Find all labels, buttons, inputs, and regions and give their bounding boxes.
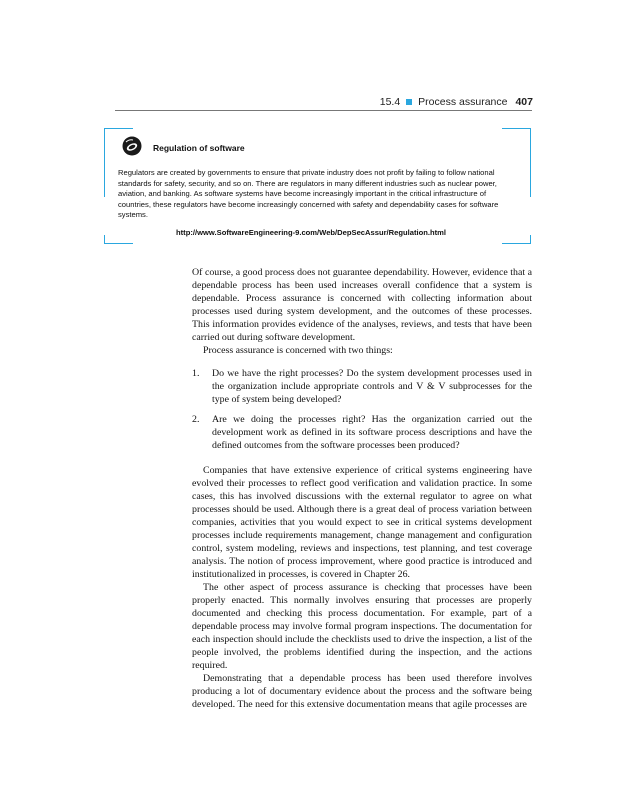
list-text: Do we have the right processes? Do the system development processes used in the organization include appropriate controls and V & V subprocesses for the type of system being developed? — [212, 368, 532, 405]
sidebar-box — [104, 128, 531, 244]
sidebar-body: Regulators are created by governments to ensure that private industry does not profit by failing to follow national standards for safety, security, and so on. There are regulators in many different industries such as nuclear power, aviation, and banking. As software systems have become increasingly important in the critical infrastructure of countries, these regulators have become increasingly concerned with safety and dependability cases for software systems. — [118, 168, 499, 220]
box-corner-bottom-left — [104, 235, 133, 244]
list-text: Are we doing the processes right? Has the organization carried out the development work as defined in its software process descriptions and have the defined outcomes from the software processes been produced? — [212, 414, 532, 451]
paragraph: Process assurance is concerned with two things: — [203, 345, 393, 356]
section-number: 15.4 — [379, 96, 401, 108]
paragraph: Demonstrating that a dependable process has been used therefore involves producing a lot of documentary evidence about the process and the software being developed. The need for this extensive documentation means that agile processes are — [192, 673, 532, 710]
list-number: 2. — [192, 414, 200, 425]
square-bullet-icon — [406, 99, 412, 105]
running-head — [0, 96, 533, 108]
list-item — [192, 367, 532, 406]
paragraph: The other aspect of process assurance is checking that processes have been properly enacted. This normally involves ensuring that processes are properly documented and checking this process documentation. For example, part of a dependable process may involve formal program inspections. The documentation for each inspection should include the checklists used to drive the inspection, a list of the people involved, the problems identified during the inspection, and the actions required. — [192, 582, 532, 671]
numbered-list — [192, 367, 532, 452]
list-item — [192, 413, 532, 452]
paragraph: Companies that have extensive experience of critical systems engineering have evolved their processes to reflect good verification and validation practice. In some cases, this has involved discussions with the external regulator to agree on what processes should be used. Although there is a great deal of process variation between companies, activities that you would expect to see in critical systems development processes include requirements management, change management and configuration control, system modeling, reviews and inspections, test planning, and test coverage analysis. The notion of process improvement, where good practice is introduced and institutionalized in processes, is covered in Chapter 26. — [192, 465, 532, 580]
main-text — [192, 266, 532, 711]
section-title: Process assurance — [418, 96, 508, 108]
header-rule — [115, 110, 532, 111]
list-number: 1. — [192, 368, 200, 379]
globe-mouse-icon — [122, 136, 142, 156]
box-corner-bottom-right — [502, 235, 531, 244]
paragraph: Of course, a good process does not guarantee dependability. However, evidence that a dependable process has been used increases overall confidence that a system is dependable. Process assurance is concerned with collecting information about processes used during system development, and the outcomes of these processes. This information provides evidence of the analyses, reviews, and tests that have been carried out during software development. — [192, 267, 532, 343]
sidebar-title: Regulation of software — [153, 143, 245, 153]
sidebar-url-link[interactable]: http://www.SoftwareEngineering-9.com/Web/DepSecAssur/Regulation.html — [176, 228, 447, 237]
page-number: 407 — [515, 96, 533, 108]
